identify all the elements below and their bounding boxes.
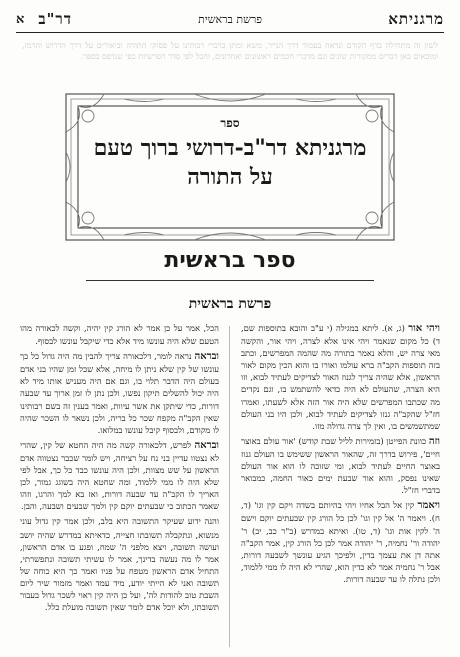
- title-frame: [64, 92, 396, 242]
- paragraph-text: לפרש, דלכאורה קשה מה היה החטא של קין, שהרי לא נצטוו עדיין בני נח על רציחה, ויש לומר שכבר נצטווה אדם הראשון על שש מצוות, ולכן היה עונשו כבד כל כך, אבל לפי שלא היה לו ממי ללמוד, ומה שחטא היה בשוגג גמור, לכן האריך לו הקב"ה עד שבעה דורות, ואז בא למך והרגו, וזהו שאמר הכתוב כי שבעתים יוקם קין ולמך שבעים ושבעה, והבן.: [20, 439, 219, 512]
- page-number: א: [16, 12, 25, 27]
- right-column: [241, 322, 440, 651]
- running-head-parsha: פרשת בראשית: [198, 12, 263, 26]
- paragraph-text: הכל, אמר על כן אמר לא הורג קין יהיה, וקשה לכאורה מהו הטעם שלא היה עונשו מיד אלא כדי שיקבל עונשו לבסוף.: [20, 323, 219, 347]
- header-rule: [16, 32, 444, 33]
- section-title: פרשת בראשית: [188, 296, 272, 312]
- title-sefer: ספר: [220, 116, 240, 130]
- paragraph-text: (ג, א). ליתא במגילה (י ע"ב והובא בתוספות שם, ד) כל מקום שנאמר ויהי אינו אלא לצרה, ויהי אור, והקשה מאי צרה יש, והלא נאמר בתורה מה שהמה המפרשים, וכתב בזה תוספות הקב"ה ברא עולמו ואורו בו והוא הכין מקום לאור הראשון, אלא שהיה צריך לגנוז האור לצדיקים לעתיד לבוא, וזו היא הצרה, שהעולם לא היה כדאי להשתמש בו, וגם נקדים מה שכתבו המפרשים שלא היה אור הזה אלא לשעתו, ואמרו חז"ל שהקב"ה גנזו לצדיקים לעתיד לבוא, ולכן היו בני העולם שמתשמשים בו, ואין לך צרה גדולה מזו.: [241, 323, 440, 431]
- book-title-rule: [86, 280, 374, 281]
- paragraph-lead-word: וזה: [428, 435, 440, 447]
- paragraph: [20, 439, 219, 513]
- paragraph-text: נראה לומר, דלכאורה צריך להבין מה היה גדול כל כך עונשו של קין שלא ניתן לו מיחה, אלא שכל זמן שהיו בני אדם בעולם היה הדבר תלוי בו, וגם אם היה מעניש אותו מיד לא היה יכול להשלים תיקון נפשו, ולכן נתן לו זמן ארוך עד שבעה דורות, כדי שיתקן את אשר עיוות, ואמר בענין זה בשם רבותינו שאין הקב"ה מקפח שכר כל בריה, ולכן נשאר לו השכר שהיה לו מקודם, ולבסוף קיבל עונשו במלואו.: [20, 351, 219, 435]
- book-title: ספר בראשית: [164, 248, 296, 273]
- running-head-short-title: דר"ב: [38, 9, 73, 28]
- paragraph-lead-word: ובראה: [194, 351, 219, 363]
- paragraph-lead-word: ויאמר: [417, 500, 440, 512]
- book-subtitle: על התורה: [187, 164, 273, 190]
- running-head: [16, 8, 444, 30]
- show-through-text: לשון זה מתחילה בדף הקודם ונראה בעמוד דרך הנייר, משא ומתן בדברי רבותינו על פסוקי התורה וביאורים על דרך הדרוש והרמז, ומובאים כאן דברים ממקורות שונים וגם מדברי חכמים ראשונים ואחרונים, והכל לפי סדר הפרשיות כפי שנדפס בספר.: [22, 41, 438, 61]
- left-column: [20, 322, 219, 651]
- paragraph-lead-word: ויהי אור: [408, 323, 440, 334]
- paragraph-text: קין אל הבל אחיו ויהי בהיותם בשדה ויקם קין וגו' (ד, ח). ויאמר ה' אל קין וגו' לכן כל הורג קין שבעתים יוקם וישם ה' לקין אות וגו' (ד, טו). ואיתא במדרש (ב"ר כב, יב) ר' יהודה ור' נחמיה, ר' יהודה אמר לכן כל הורג קין, אמר הקב"ה אתה דן את עצמך בדין, ולפיכך הגיע עונשך לשבעה דורות, אבל ר' נחמיה אמר לא כדין הוא, שהרי לא היה לו ממי ללמוד, ולכן נתלה לו עד שבעה דורות.: [241, 500, 440, 584]
- running-head-title: מרגניתא: [388, 9, 444, 28]
- paragraph: [241, 435, 440, 496]
- paragraph-text: כוונת הפייטן (בזמירות לליל שבת קודש) 'אור עולם באוצר חיים', פירוש בדרך זה, שהאור הראשון ששימש בו העולם גנוז באוצר החיים לעתיד לבוא, ומי שזוכה לו הוא אור העולם שאינו נפסק, והוא אור שבעת ימים כאור החמה, כמבואר בדברי חז"ל.: [241, 435, 440, 496]
- title-block: [86, 116, 374, 191]
- paragraph-lead-word: ובראה: [194, 439, 219, 451]
- paragraph: [20, 322, 219, 347]
- paragraph: [241, 322, 440, 432]
- running-head-right: [388, 10, 444, 29]
- paragraph-text: והנה ידוע שעיקר התשובה היא בלב, ולכן אמר קין גדול עוני מנשוא, ונתקבלה תשובתו חצייה, כדאיתא במדרש שהיה יושב ועושה תשובה, ויצא מלפני ה' שמח, ופגע בו אדם הראשון, אמר לו מה נעשה בדינך, אמר לו עשיתי תשובה ונתפשרתי, התחיל אדם הראשון מטפח על פניו ואמר כך היא כוחה של תשובה ואני לא הייתי יודע, מיד עמד ואמר מזמור שיר ליום השבת טוב להודות לה', ועל כן היה קין ראוי לשכר גדול בעבור תשובתו, ולא יוכל אדם לומר שאין תשובה מועלת כלל.: [20, 516, 219, 613]
- paragraph: [241, 499, 440, 585]
- running-head-left: [16, 10, 72, 29]
- paragraph: [20, 350, 219, 436]
- column-divider: [229, 326, 230, 647]
- paragraph: [20, 515, 219, 613]
- book-main-title: מרגניתא דר"ב-דרושי ברוך טעם: [93, 135, 367, 161]
